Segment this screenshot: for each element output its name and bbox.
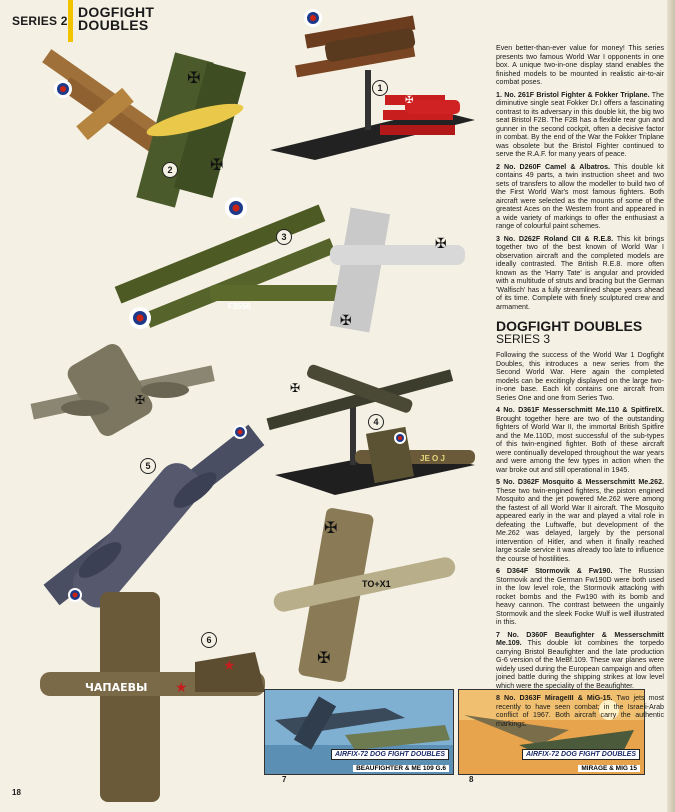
item-6-text: The Russian Stormovik and the German Fw190D were both used in the low level role, the Stormovik attacking with rocket bombs and the Fw190 with its bomb and heavy cannon. The contrast between the ungainly Stormovik and the sleek Focke Wulf is well illustrated in this. xyxy=(496,567,665,626)
box-art-beaufighter-me109 xyxy=(264,689,454,775)
bristol-fighter-model xyxy=(295,9,416,77)
series-label: SERIES 2 xyxy=(12,14,68,28)
albatros-model xyxy=(136,52,246,207)
svg-text:✠: ✠ xyxy=(135,393,146,407)
item-6-lead: 6 D364F Stormovik & Fw190. xyxy=(496,567,613,575)
box-8-label: AIRFIX-72 DOG FIGHT DOUBLES xyxy=(522,749,640,760)
item-6 xyxy=(496,567,664,627)
badge-3: 3 xyxy=(276,229,292,245)
me110-model xyxy=(267,363,454,430)
item-4 xyxy=(496,406,664,474)
badge-4: 4 xyxy=(368,414,384,430)
section3-title: DOGFIGHT DOUBLES xyxy=(496,318,643,334)
title-line-2: DOUBLES xyxy=(78,17,149,33)
item-8-lead: 8 No. D363F MirageIII & MiG-15. xyxy=(496,694,613,702)
box-7-subtitle: BEAUFIGHTER & ME 109 G.6 xyxy=(353,765,449,772)
spitfire-code: JE O J xyxy=(420,454,445,463)
series2-intro: Even better-than-ever value for money! This series presents two famous World War I opponents in one box. A unique two-in-one display stand enables the finished models to be mounted in realistic air-to-air combat poses. xyxy=(496,44,664,86)
svg-text:✠: ✠ xyxy=(324,518,338,537)
item-7-text: This double kit combines the torpedo carrying Bristol Beaufighter and the late production G-6 version of the MeBf.109. These war planes were widely used during the European campaign and often joined battle during the shipping strikes at low level which were the speciality of the Beaufighter. xyxy=(496,639,665,690)
page-edge xyxy=(667,0,675,812)
item-3 xyxy=(496,235,664,312)
stormovik-model-photo xyxy=(35,592,265,802)
title-line-1: DOGFIGHT xyxy=(78,4,155,20)
item-3-lead: 3 No. D262F Roland CII & R.E.8. xyxy=(496,234,614,243)
page-title xyxy=(78,6,154,32)
item-8 xyxy=(496,694,664,728)
item-7 xyxy=(496,631,664,691)
item-1-text: The diminutive single seat Fokker Dr.I offers a fascinating contrast to its adversary in this double kit, the big two seat Bristol F2B. The F2B has a flexible rear gun and gunner in the second cockpit, often a decisive factor in combat. By the end of the War the Fokker Triplane was obsolete but the Bristol Fighter continued to serve the R.A.F. for many years of peace. xyxy=(496,90,665,158)
box-7-number: 7 xyxy=(282,775,287,784)
svg-text:✠: ✠ xyxy=(317,648,331,667)
box-8-subtitle: MIRAGE & MIG 15 xyxy=(578,765,640,772)
stormovik-name: ЧАПАЕВЫ xyxy=(85,681,148,694)
accent-bar xyxy=(68,0,73,42)
series3-intro: Following the success of the World War 1 Dogfight Doubles, this introduces a new series from the Second World War. Here again the completed models can be excitingly displayed on the large two-in-one base. Each kit contains one aircraft from Series One and one from Series Two. xyxy=(496,351,664,402)
svg-text:✠: ✠ xyxy=(187,68,201,87)
item-3-text: This kit brings together two of the best known of World War I observation aircraft and the completed models are ideally contrasted. The British R.E.8. more often known as the 'Harry Tate' is angular and provided with a multitude of struts and bracing but the German 'Walfisch' has a fully streamlined shape years ahead of its time. Complete with finely sculptured crew and armament. xyxy=(496,234,664,311)
svg-text:✠: ✠ xyxy=(435,236,447,252)
item-2 xyxy=(496,163,664,231)
item-4-text: Brought together here are two of the outstanding fighters of World War II, the immortal British Spitfire and the Me.110D, most successful of the sub-types of this twin-engined fighter. Both of these aircraft were continually developed throughout the war years and were among the few types in action when the war broke out and still operational in 1945. xyxy=(496,414,664,474)
svg-text:★: ★ xyxy=(223,658,236,674)
roland-model xyxy=(330,207,465,332)
badge-1: 1 xyxy=(372,80,388,96)
section3-subtitle: SERIES 3 xyxy=(496,332,551,346)
box-7-label: AIRFIX-72 DOG FIGHT DOUBLES xyxy=(331,749,449,760)
svg-text:✠: ✠ xyxy=(210,155,224,174)
svg-text:✠: ✠ xyxy=(340,313,352,329)
fw190-model-photo xyxy=(262,505,462,685)
item-5-lead: 5 No. D362F Mosquito & Messerschmitt Me.262. xyxy=(496,478,664,486)
box-art-7-illustration xyxy=(265,690,453,774)
item-8-text: Two jets most recently to have seen combat; in the Israeli-Arab conflict of 1967. Both aircraft carry the authentic markings. xyxy=(496,694,664,728)
item-2-lead: 2 No. D260F Camel & Albatros. xyxy=(496,162,611,171)
svg-text:★: ★ xyxy=(175,680,188,696)
item-2-text: This double kit contains 49 parts, a twin instruction sheet and two sets of transfers to allow the modeller to build two of the First World War's most famous fighters. Both aircraft were selected as the mounts of some of the greatest Aces on the Western front and appeared in a wide variety of markings to offer the enthusiast a range of colourful paint schemes. xyxy=(496,162,664,230)
page-number: 18 xyxy=(12,788,21,797)
re8-serial: F3556 xyxy=(228,302,251,311)
svg-text:✠: ✠ xyxy=(405,95,414,106)
svg-text:✠: ✠ xyxy=(290,381,301,395)
item-7-lead: 7 No. D360F Beaufighter & Messerschmitt Me.109. xyxy=(496,630,664,647)
box-8-number: 8 xyxy=(469,775,474,784)
fw190-code: TO+X1 xyxy=(362,579,391,589)
badge-5: 5 xyxy=(140,458,156,474)
item-5 xyxy=(496,478,664,563)
item-1 xyxy=(496,91,664,159)
item-5-text: These two twin-engined fighters, the piston engined Mosquito and the jet powered Me.262 were among the fastest of all World War II aircraft. The Mosquito appeared early in the war and played a vital role in defeating the Luftwaffe, but development of the Me.262 was delayed, largely by the personal intervention of Hitler, and when it finally reached large scale service it was already too late to influence the course of hostilities. xyxy=(496,486,664,563)
badge-2: 2 xyxy=(162,162,178,178)
badge-6: 6 xyxy=(201,632,217,648)
item-1-lead: 1. No. 261F Bristol Fighter & Fokker Triplane. xyxy=(496,90,650,99)
fokker-triplane-model xyxy=(380,95,460,135)
description-column xyxy=(496,44,664,732)
re8-roland-model-photo xyxy=(100,190,480,340)
me110-spitfire-model-photo xyxy=(255,345,485,515)
item-4-lead: 4 No. D361F Messerschmitt Me.110 & SpitfireIX. xyxy=(496,406,664,414)
re8-model xyxy=(115,197,340,329)
